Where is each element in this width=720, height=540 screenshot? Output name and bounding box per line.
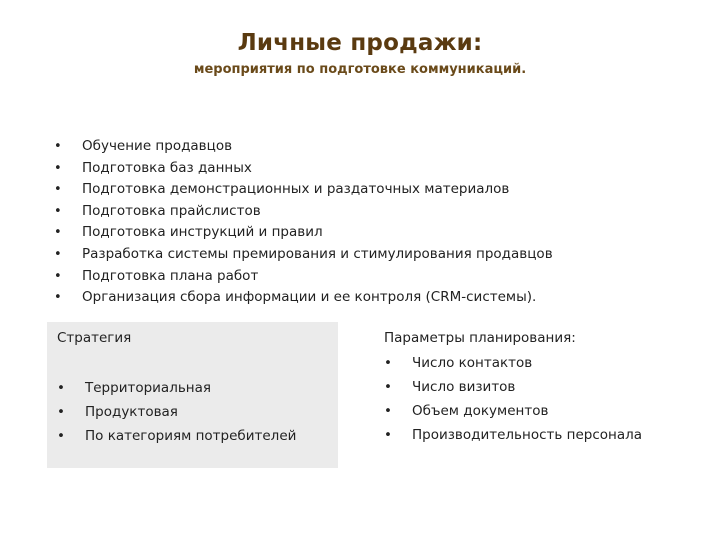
bullet-icon: •	[54, 182, 62, 198]
slide-title: Личные продажи:	[237, 30, 483, 56]
list-item-text: Продуктовая	[85, 404, 178, 420]
bullet-icon: •	[54, 225, 62, 241]
list-item-text: Подготовка прайслистов	[82, 202, 261, 219]
bullet-icon: •	[54, 246, 62, 262]
list-item	[54, 136, 553, 158]
list-item	[54, 222, 553, 244]
list-item	[384, 423, 642, 447]
list-item	[384, 375, 642, 399]
planning-parameters-list	[384, 351, 642, 447]
list-item-text: По категориям потребителей	[85, 428, 297, 444]
list-item-text: Подготовка баз данных	[82, 159, 252, 176]
strategy-list	[57, 376, 296, 448]
planning-parameters-box	[374, 322, 674, 468]
list-item-text: Обучение продавцов	[82, 138, 233, 154]
list-item-text: Число контактов	[412, 355, 533, 371]
strategy-box	[47, 322, 338, 468]
bullet-icon: •	[57, 404, 65, 420]
bullet-icon: •	[57, 428, 65, 444]
list-item-text: Подготовка плана работ	[82, 267, 259, 284]
list-item-text: Объем документов	[412, 403, 549, 419]
strategy-title: Стратегия	[57, 330, 132, 346]
list-item-text: Разработка системы премирования и стимулирования продавцов	[82, 245, 553, 262]
list-item	[54, 287, 553, 309]
bullet-icon: •	[384, 355, 392, 371]
list-item-text: Территориальная	[85, 380, 212, 396]
list-item	[54, 266, 553, 288]
bullet-icon: •	[384, 379, 392, 395]
bullet-icon: •	[384, 403, 392, 419]
list-item-text: Число визитов	[412, 379, 516, 395]
main-bullet-list	[54, 136, 553, 309]
list-item	[57, 424, 296, 448]
list-item	[57, 400, 296, 424]
slide-subtitle: мероприятия по подготовке коммуникаций.	[193, 62, 527, 77]
bullet-icon: •	[54, 268, 62, 284]
list-item	[384, 351, 642, 375]
list-item-text: Подготовка демонстрационных и раздаточных материалов	[82, 181, 510, 198]
list-item	[57, 376, 296, 400]
list-item	[54, 201, 553, 223]
bullet-icon: •	[54, 290, 62, 306]
list-item-text: Производительность персонала	[412, 427, 643, 443]
planning-parameters-title: Параметры планирования:	[384, 330, 576, 346]
list-item	[54, 158, 553, 180]
bullet-icon: •	[57, 380, 65, 396]
list-item-text: Организация сбора информации и ее контроля (CRM-системы).	[82, 289, 537, 306]
list-item	[54, 179, 553, 201]
bullet-icon: •	[54, 203, 62, 219]
list-item	[384, 399, 642, 423]
bullet-icon: •	[54, 139, 62, 154]
bullet-icon: •	[384, 427, 392, 443]
bullet-icon: •	[54, 160, 62, 176]
list-item	[54, 244, 553, 266]
list-item-text: Подготовка инструкций и правил	[82, 224, 323, 241]
